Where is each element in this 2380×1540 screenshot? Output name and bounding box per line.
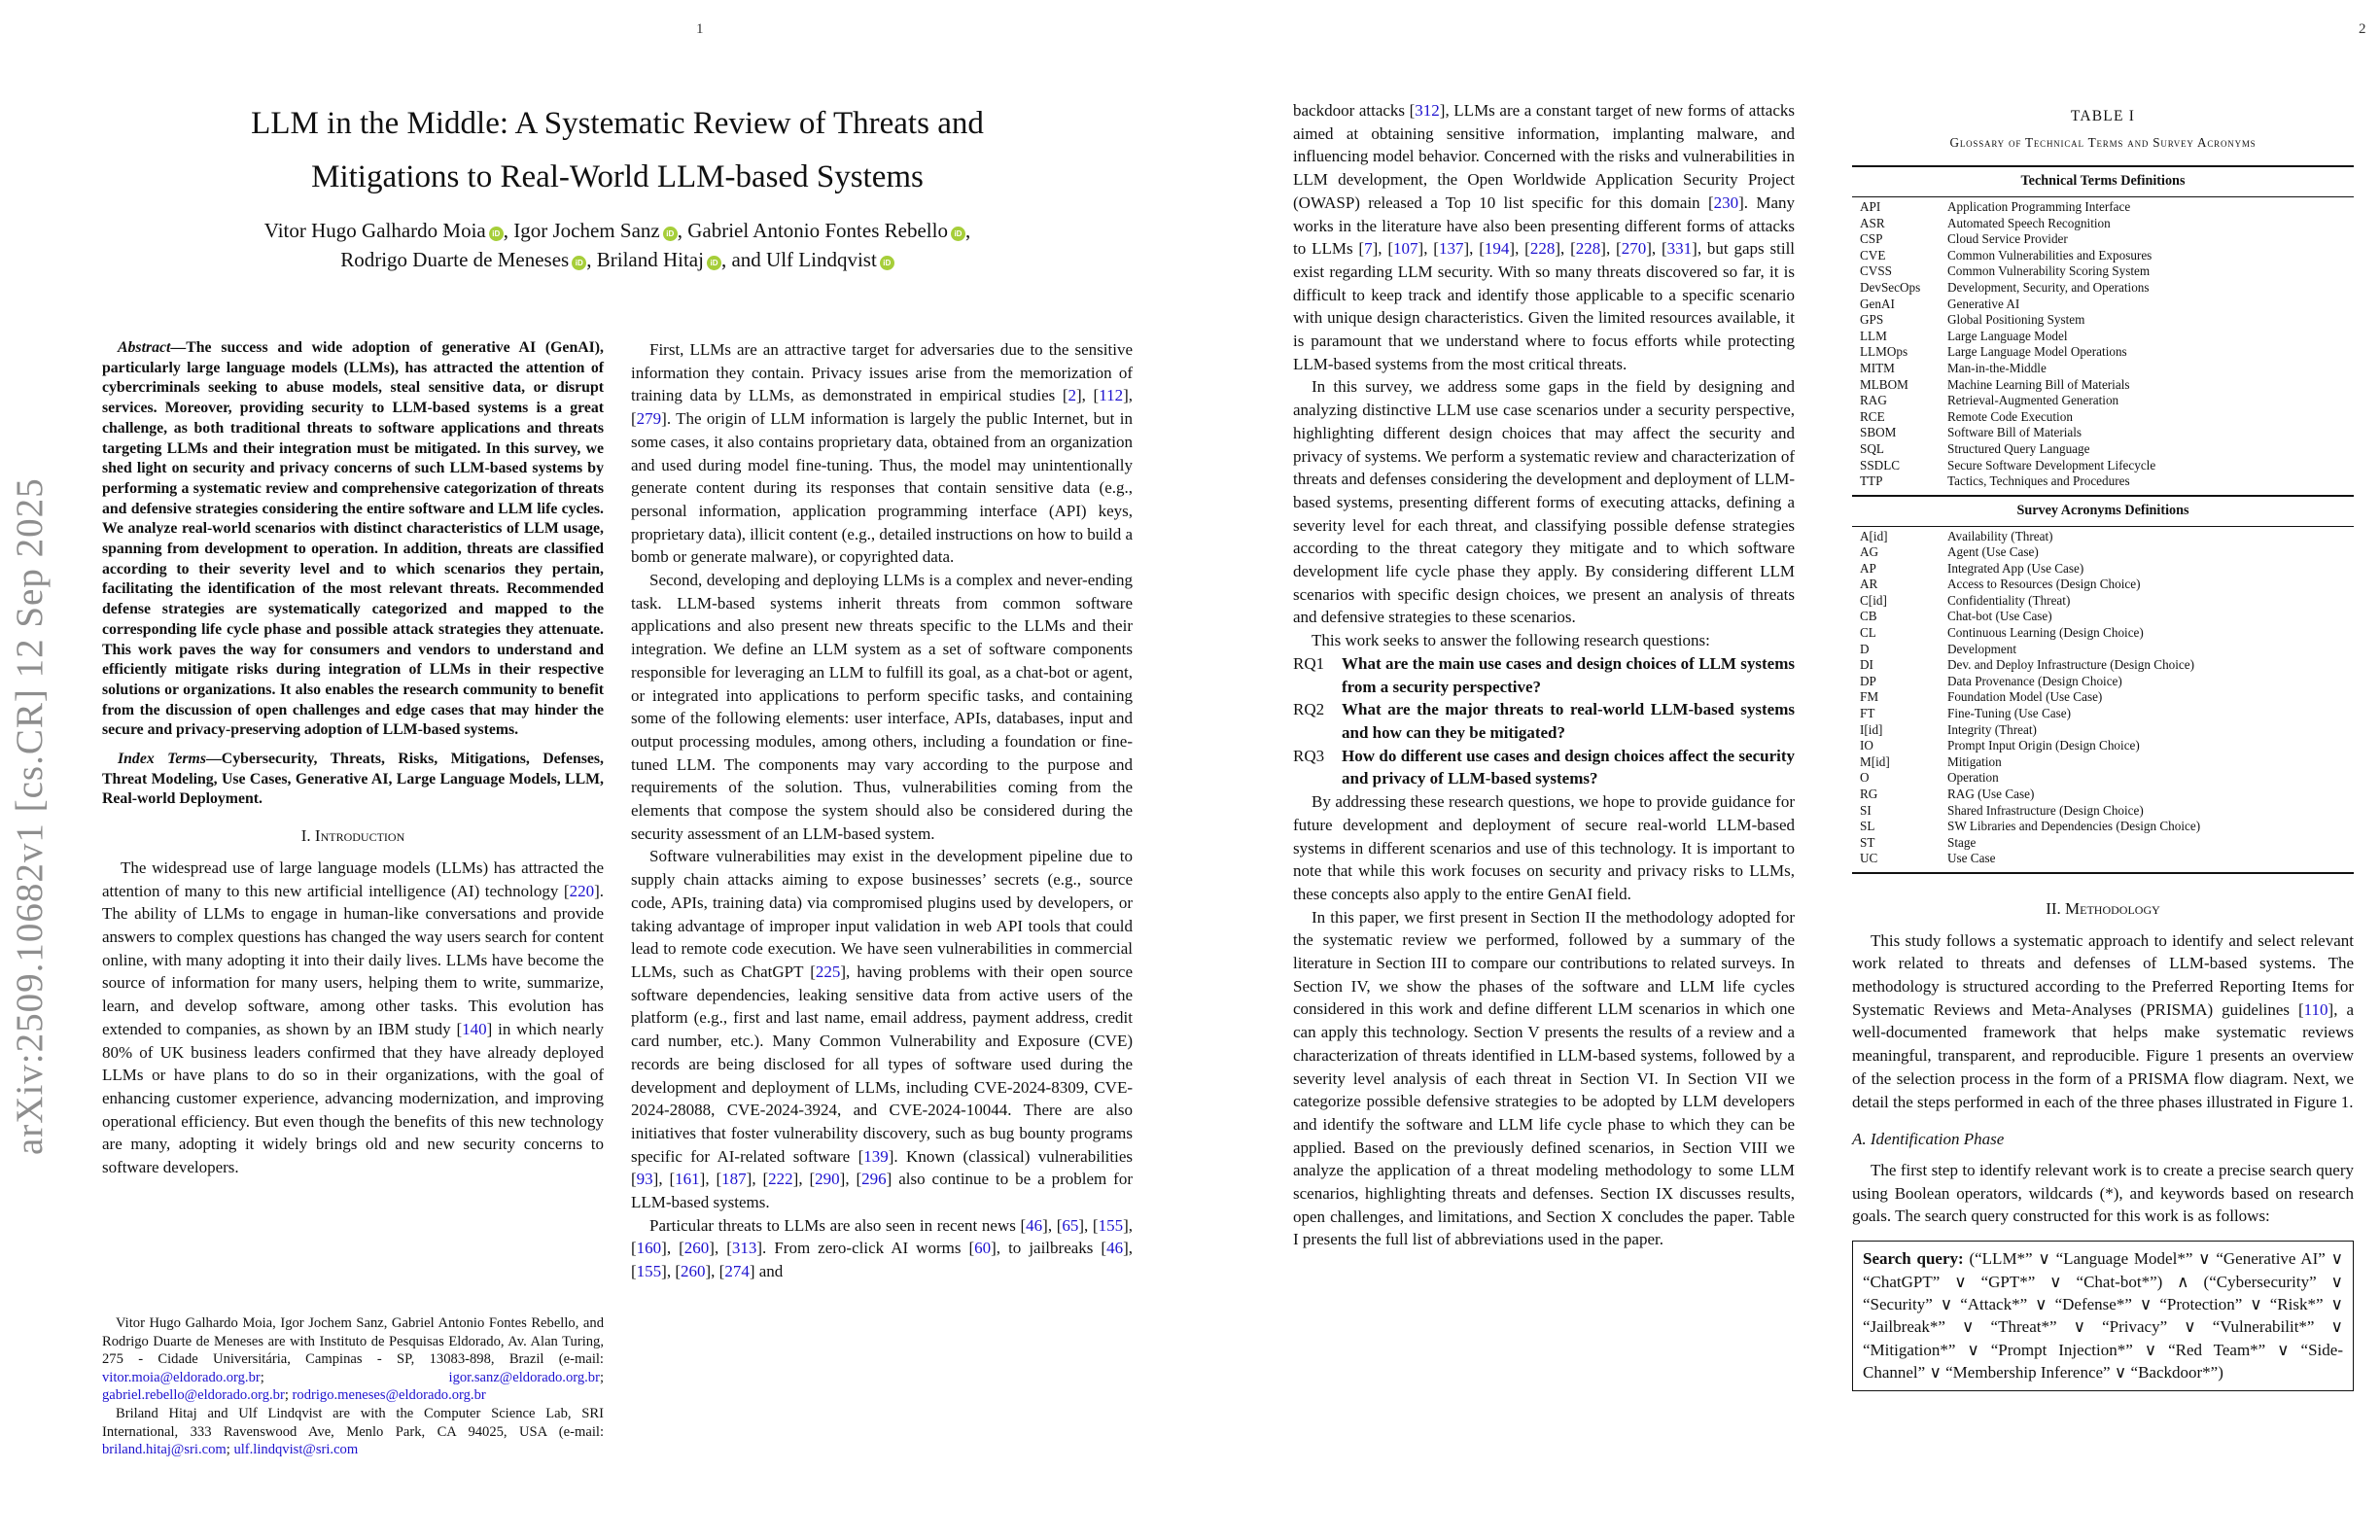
acronym: M[id] — [1860, 753, 1890, 769]
author-affiliations-footnote — [102, 1314, 604, 1459]
research-question-text: What are the main use cases and design choices of LLM systems from a security perspective? — [1342, 653, 1795, 696]
definition: Structured Query Language — [1947, 441, 2090, 457]
inline-link[interactable]: 93 — [636, 1170, 653, 1189]
definition: Foundation Model (Use Case) — [1947, 689, 2103, 705]
definition: Access to Resources (Design Choice) — [1947, 577, 2141, 592]
glossary-row — [1852, 425, 2354, 441]
authors-row-2 — [102, 245, 1133, 274]
inline-link[interactable]: 274 — [724, 1262, 750, 1281]
author-separator: , — [503, 219, 514, 242]
acronym: API — [1860, 199, 1881, 215]
inline-link[interactable]: 312 — [1415, 101, 1440, 120]
section-heading-introduction — [102, 824, 604, 848]
definition: Prompt Input Origin (Design Choice) — [1947, 738, 2140, 753]
methodology-paragraph: This study follows a systematic approach to identify and select relevant work related to threats and defenses of LLM-based systems. The methodology is structured according to the Preferred Reporting Items for Systematic Reviews and Meta-Analyses (PRISMA) guidelines [110], a well-documented framework that helps make systematic reviews meaningful, transparent, and reproducible. Figure 1 presents an overview of the selection process in the form of a PRISMA flow diagram. Next, we detail the steps performed in each of the three phases illustrated in Figure 1. — [1852, 930, 2354, 1111]
table-rule — [1852, 872, 2354, 874]
research-question — [1293, 698, 1795, 744]
definition: Application Programming Interface — [1947, 199, 2131, 215]
abstract — [102, 338, 604, 741]
inline-link[interactable]: ulf.lindqvist@sri.com — [233, 1442, 359, 1458]
acronym: SSDLC — [1860, 457, 1901, 472]
acronym: SQL — [1860, 441, 1884, 457]
author-name: Ulf Lindqvist — [766, 248, 877, 271]
definition: Retrieval-Augmented Generation — [1947, 393, 2119, 408]
glossary-row — [1852, 593, 2354, 610]
page-number-1: 1 — [696, 21, 704, 37]
glossary-row — [1852, 754, 2354, 771]
body-paragraph: In this survey, we address some gaps in the field by designing and analyzing distinctive LLM use case scenarios under a security perspective, highlighting different design choices that may affect the security and privacy of systems. We perform a systematic review and characterization of threats and defenses considering the development and deployment of LLM-based systems, presenting different forms of executing attacks, defining a severity level for each threat, and classifying possible defense strategies according to the threat category they mitigate and to which software development life cycle phase they apply. By considering different LLM scenarios with specific design choices, we present an analysis of threats and defensive strategies to these scenarios. — [1293, 377, 1795, 627]
glossary-row — [1852, 689, 2354, 706]
definition: Cloud Service Provider — [1947, 231, 2068, 247]
section-number: I. — [300, 826, 311, 846]
glossary-row — [1852, 851, 2354, 867]
definition: Continuous Learning (Design Choice) — [1947, 625, 2144, 641]
inline-link[interactable]: 187 — [721, 1170, 747, 1189]
definition: RAG (Use Case) — [1947, 787, 2035, 801]
author — [340, 248, 597, 271]
acronym: AP — [1860, 560, 1876, 576]
author-name: Rodrigo Duarte de Meneses — [340, 248, 570, 271]
inline-link[interactable]: 228 — [1529, 239, 1556, 259]
orcid-icon[interactable]: iD — [572, 256, 586, 270]
section-title: Methodology — [2065, 898, 2160, 918]
acronym: O — [1860, 770, 1870, 786]
glossary-row — [1852, 361, 2354, 377]
acronym: UC — [1860, 851, 1878, 866]
inline-link[interactable]: 160 — [636, 1239, 662, 1258]
acronym: FM — [1860, 689, 1879, 705]
research-question-list — [1293, 652, 1795, 790]
acronym: AR — [1860, 577, 1878, 592]
inline-link[interactable]: 139 — [863, 1146, 889, 1166]
acronym: RG — [1860, 787, 1878, 801]
definition: Data Provenance (Design Choice) — [1947, 673, 2122, 688]
research-question — [1293, 652, 1795, 698]
definition: Development — [1947, 641, 2017, 656]
body-paragraph: In this paper, we first present in Section II the methodology adopted for the systematic review we performed, followed by a summary of the literature in Section III to compare our contributions to related surveys. In Section IV, we show the phases of the software and LLM life cycles considered in this work and define different LLM scenarios in which one can apply this technology. Section V presents the results of a review and a characterization of threats identified in LLM-based systems, followed by a severity level analysis of each threat in Section VI. In Section VII we categorize possible defensive strategies to be adopted by LLM developers and identify the software and LLM life cycle phase to which they can be applied. Based on the previously defined scenarios, in Section VIII we analyze the application of a threat modeling methodology to some LLM scenarios, highlighting threats and defenses. Section IX discusses results, open challenges, and limitations, and Section X concludes the paper. Table I presents the full list of abbreviations used in the paper. — [1293, 907, 1795, 1249]
inline-link[interactable]: 260 — [683, 1239, 710, 1258]
inline-link[interactable]: 140 — [462, 1019, 487, 1038]
orcid-icon[interactable]: iD — [707, 256, 721, 270]
acronym: MLBOM — [1860, 376, 1908, 392]
acronym: I[id] — [1860, 721, 1883, 737]
glossary-row — [1852, 529, 2354, 545]
inline-link[interactable]: 313 — [731, 1239, 757, 1258]
acronym: SL — [1860, 819, 1875, 834]
inline-link[interactable]: 225 — [815, 962, 841, 981]
section-title: Introduction — [314, 826, 405, 846]
search-query-text: (“LLM*” ∨ “Language Model*” ∨ “Generative AI” ∨ “ChatGPT” ∨ “GPT*” ∨ “Chat-bot*”) ∧ (“Cybersecurity” ∨ “Security” ∨ “Attack*” ∨ “Defense*” ∨ “Protection” ∨ “Risk*” ∨ “Jailbreak*” ∨ “Threat*” ∨ “Privacy” ∨ “Vulnerabilit*” ∨ “Mitigation*” ∨ “Prompt Injection*” ∨ “Red Team*” ∨ “Side-Channel” ∨ “Membership Inference” ∨ “Backdoor*”) — [1863, 1249, 2344, 1382]
author — [264, 219, 513, 242]
page2-column2 — [1852, 99, 2354, 1391]
inline-link[interactable]: 279 — [636, 409, 662, 429]
inline-link[interactable]: 260 — [681, 1262, 706, 1281]
inline-link[interactable]: 2 — [1068, 386, 1077, 405]
page2-column1 — [1293, 99, 1795, 1251]
glossary-row — [1852, 577, 2354, 593]
inline-link[interactable]: 110 — [2303, 999, 2328, 1019]
research-question-label: RQ1 — [1293, 653, 1325, 673]
intro-paragraph: The widespread use of large language models (LLMs) has attracted the attention of many to this new artificial intelligence (AI) technology [220]. The ability of LLMs to engage in human-like conversations and provide answers to complex questions has changed the way users search for content online, with many adopting it into their daily lives. LLMs have become the source of information for many users, helping them to write, summarize, learn, and develop software, among other tasks. This evolution has extended to companies, as shown by an IBM study [140] in which nearly 80% of UK business leaders confirmed that they have already deployed LLMs or have plans to do so in their organizations, with the goal of enhancing customer experience, advancing modernization, and improving operational efficiency. But even though the benefits of this new technology are many, adopting it widely brings old and new security concerns to software developers. — [102, 858, 605, 1177]
page1-column2 — [631, 338, 1133, 1283]
subsection-heading-identification: A. Identification Phase — [1852, 1130, 2005, 1149]
title-line-2: Mitigations to Real-World LLM-based Systems — [311, 159, 924, 194]
glossary-table — [1852, 165, 2354, 874]
acronym: IO — [1860, 738, 1873, 753]
body-paragraph: First, LLMs are an attractive target for adversaries due to the sensitive information they contain. Privacy issues arise from the memorization of training data by LLMs, as demonstrated in empirical studies [2], [112], [279]. The origin of LLM information is largely the public Internet, but in some cases, it also contains proprietary data, obtained from an organization and used during model fine-tuning. Thus, the model may unintentionally generate content during its responses that contain sensitive data (e.g., personal information, application programming interface (API) keys, proprietary data), illicit content (e.g., detailed instructions on how to build a bomb or generate malware), or copyrighted data. — [631, 340, 1134, 567]
inline-link[interactable]: gabriel.rebello@eldorado.org.br — [102, 1387, 285, 1404]
arxiv-watermark: arXiv:2509.10682v1 [cs.CR] 12 Sep 2025 — [9, 477, 51, 1155]
research-question-label: RQ2 — [1293, 700, 1325, 719]
index-terms-label: Index Terms — [118, 751, 206, 768]
definition: Secure Software Development Lifecycle — [1947, 457, 2156, 472]
research-question-text: What are the major threats to real-world LLM-based systems and how can they be mitigated? — [1342, 700, 1795, 742]
table1-subcaption: Glossary of Technical Terms and Survey Acronyms — [1949, 134, 2257, 150]
author-name: Igor Jochem Sanz — [513, 219, 660, 242]
orcid-icon[interactable]: iD — [880, 256, 894, 270]
author-separator: , — [586, 248, 597, 271]
acronym: FT — [1860, 706, 1875, 721]
acronym: GenAI — [1860, 296, 1895, 311]
acronym: RAG — [1860, 393, 1887, 408]
acronym: TTP — [1860, 473, 1883, 489]
inline-link[interactable]: 290 — [815, 1170, 840, 1189]
section-number: II. — [2046, 898, 2061, 918]
body-paragraph: backdoor attacks [312], LLMs are a constant target of new forms of attacks aimed at obtaining sensitive information, implanting malware, and influencing model behavior. Concerned with the risks and vulnerabilities in LLM development, the Open Worldwide Application Security Project (OWASP) released a Top 10 list specific for this domain [230]. Many works in the literature have also been presenting different forms of attacks to LLMs [7], [107], [137], [194], [228], [228], [270], [331], but gaps still exist regarding LLM security. With so many threats discovered so far, it is difficult to keep track and identify those applicable to a specific scenario with unique design characteristics. Given the limited resources available, it is paramount that we understand where to focus efforts while protecting LLM-based systems from the most critical threats. — [1293, 101, 1796, 373]
definition: Operation — [1947, 770, 1999, 786]
glossary-row — [1852, 329, 2354, 345]
glossary-row — [1852, 544, 2354, 561]
definition: Man-in-the-Middle — [1947, 361, 2047, 376]
glossary-row — [1852, 231, 2354, 248]
inline-link[interactable]: 331 — [1666, 239, 1693, 259]
search-query-box — [1852, 1241, 2354, 1390]
inline-link[interactable]: 270 — [1621, 239, 1647, 259]
definition: Agent (Use Case) — [1947, 544, 2039, 560]
inline-link[interactable]: 137 — [1438, 239, 1464, 259]
glossary-row — [1852, 248, 2354, 264]
acronym: DevSecOps — [1860, 280, 1921, 296]
orcid-icon[interactable]: iD — [951, 227, 965, 241]
definition: Machine Learning Bill of Materials — [1947, 376, 2130, 392]
glossary-row — [1852, 458, 2354, 474]
author-name: Gabriel Antonio Fontes Rebello — [687, 219, 948, 242]
inline-link[interactable]: 222 — [768, 1170, 793, 1189]
glossary-row — [1852, 835, 2354, 852]
identification-paragraph: The first step to identify relevant work is to create a precise search query using Boolean operators, wildcards (*), and keywords based on research goals. The search query constructed for this work is as follows: — [1852, 1161, 2354, 1226]
glossary-row — [1852, 625, 2354, 642]
body-paragraph: Second, developing and deploying LLMs is a complex and never-ending task. LLM-based systems inherit threats from common software applications and also present new threats specific to the LLMs and their integration. We define an LLM system as a set of software components responsible for leveraging an LLM to fulfill its goal, as a chat-bot or agent, or integrated into applications to perform specific tasks, and containing some of the following elements: user interface, APIs, databases, input and output processing modules, among others, including a foundation or fine-tuned LLM. The components may vary according to the purpose and requirements of the solution. Thus, vulnerabilities coming from the elements that compose the system should also be considered during the security assessment of an LLM-based system. — [631, 571, 1133, 843]
inline-link[interactable]: 161 — [675, 1170, 700, 1189]
inline-link[interactable]: 112 — [1099, 386, 1124, 405]
glossary-row — [1852, 199, 2354, 216]
acronym: CSP — [1860, 231, 1883, 247]
page1-column1 — [102, 338, 604, 1179]
research-question-label: RQ3 — [1293, 746, 1325, 765]
acronym: ST — [1860, 834, 1875, 850]
inline-link[interactable]: 194 — [1484, 239, 1510, 259]
inline-link[interactable]: rodrigo.meneses@eldorado.org.br — [292, 1387, 486, 1404]
abstract-label: Abstract — [118, 339, 171, 356]
definition: Confidentiality (Threat) — [1947, 592, 2071, 608]
inline-link[interactable]: vitor.moia@eldorado.org.br — [102, 1369, 261, 1385]
glossary-row — [1852, 441, 2354, 458]
footnote-affiliation-2: Briland Hitaj and Ulf Lindqvist are with the Computer Science Lab, SRI International, 333 Ravenswood Ave, Menlo Park, CA 94025, USA (e-mail: briland.hitaj@sri.com; ulf.lindqvist@sri.com — [102, 1405, 604, 1458]
acronym: RCE — [1860, 408, 1885, 424]
acronym: CL — [1860, 625, 1876, 641]
research-question-text: How do different use cases and design choices affect the security and privacy of LLM-based systems? — [1342, 746, 1795, 788]
acronym: CVSS — [1860, 263, 1892, 279]
acronym: D — [1860, 641, 1870, 656]
acronym: AG — [1860, 544, 1879, 560]
inline-link[interactable]: 155 — [1098, 1215, 1124, 1235]
author-separator: , — [677, 219, 688, 242]
research-question — [1293, 745, 1795, 790]
acronym: MITM — [1860, 361, 1895, 376]
acronym: DI — [1860, 657, 1873, 673]
glossary-row — [1852, 473, 2354, 490]
inline-link[interactable]: 107 — [1393, 239, 1418, 259]
definition: Common Vulnerability Scoring System — [1947, 263, 2151, 279]
definition: Automated Speech Recognition — [1947, 215, 2111, 230]
inline-link[interactable]: 155 — [636, 1262, 662, 1281]
survey-acronyms-rows — [1852, 527, 2354, 872]
glossary-row — [1852, 770, 2354, 787]
table-section-header: Survey Acronyms Definitions — [2016, 502, 2189, 518]
definition: Integrated App (Use Case) — [1947, 560, 2084, 576]
definition: Dev. and Deploy Infrastructure (Design Choice) — [1947, 657, 2195, 673]
body-paragraph: Particular threats to LLMs are also seen in recent news [46], [65], [155], [160], [260], [313]. From zero-click AI worms [60], to jailbreaks [46], [155], [260], [274] and — [631, 1215, 1134, 1281]
inline-link[interactable]: 230 — [1713, 192, 1739, 212]
acronym: SI — [1860, 802, 1872, 818]
glossary-row — [1852, 738, 2354, 754]
index-terms — [102, 750, 604, 810]
glossary-row — [1852, 312, 2354, 329]
definition: Stage — [1947, 834, 1977, 850]
authors-row-1 — [102, 216, 1133, 245]
inline-link[interactable]: 228 — [1575, 239, 1601, 259]
glossary-row — [1852, 344, 2354, 361]
acronym: LLM — [1860, 328, 1887, 343]
definition: Integrity (Threat) — [1947, 721, 2037, 737]
author — [513, 219, 687, 242]
glossary-row — [1852, 819, 2354, 835]
definition: Tactics, Techniques and Procedures — [1947, 473, 2130, 489]
author-separator: , and — [720, 248, 767, 271]
search-query-label: Search query: — [1863, 1249, 1964, 1269]
definition: Software Bill of Materials — [1947, 425, 2082, 440]
inline-link[interactable]: 60 — [974, 1239, 992, 1258]
glossary-row — [1852, 377, 2354, 394]
author-list — [102, 216, 1133, 274]
glossary-row — [1852, 393, 2354, 409]
inline-link[interactable]: 46 — [1026, 1215, 1043, 1235]
inline-link[interactable]: 7 — [1364, 239, 1373, 259]
author-separator: , — [964, 219, 971, 242]
author-name: Briland Hitaj — [596, 248, 704, 271]
glossary-row — [1852, 722, 2354, 739]
definition: Generative AI — [1947, 296, 2020, 311]
title-line-1: LLM in the Middle: A Systematic Review of Threats and — [251, 106, 984, 141]
glossary-row — [1852, 657, 2354, 674]
acronym: C[id] — [1860, 592, 1887, 608]
acronym: LLMOps — [1860, 344, 1908, 360]
acronym: GPS — [1860, 312, 1884, 328]
definition: Large Language Model Operations — [1947, 344, 2127, 360]
author — [597, 248, 766, 271]
glossary-row — [1852, 561, 2354, 578]
acronym: CVE — [1860, 247, 1886, 262]
orcid-icon[interactable]: iD — [489, 227, 504, 241]
inline-link[interactable]: briland.hitaj@sri.com — [102, 1442, 227, 1458]
paper-title — [102, 97, 1133, 204]
inline-link[interactable]: 65 — [1062, 1215, 1079, 1235]
definition: Remote Code Execution — [1947, 408, 2073, 424]
author — [687, 219, 970, 242]
body-paragraph: By addressing these research questions, we hope to provide guidance for future development and deployment of secure real-world LLM-based systems in different scenarios and use of this technology. It is important to note that while this work focuses on security and privacy risks to LLMs, these concepts also apply to the entire GenAI field. — [1293, 792, 1795, 903]
inline-link[interactable]: 296 — [861, 1170, 887, 1189]
definition: Global Positioning System — [1947, 312, 2085, 328]
definition: Mitigation — [1947, 753, 2002, 769]
research-questions-intro: This work seeks to answer the following research questions: — [1312, 631, 1710, 650]
acronym: SBOM — [1860, 425, 1897, 440]
inline-link[interactable]: 46 — [1106, 1239, 1124, 1258]
glossary-row — [1852, 280, 2354, 297]
definition: Chat-bot (Use Case) — [1947, 609, 2052, 624]
glossary-row — [1852, 706, 2354, 722]
author — [766, 248, 894, 271]
page-number-2: 2 — [2359, 21, 2366, 37]
table-section-header: Technical Terms Definitions — [2020, 173, 2186, 190]
definition: Common Vulnerabilities and Exposures — [1947, 247, 2152, 262]
glossary-row — [1852, 787, 2354, 803]
glossary-row — [1852, 609, 2354, 625]
footnote-affiliation-1: Vitor Hugo Galhardo Moia, Igor Jochem Sanz, Gabriel Antonio Fontes Rebello, and Rodrigo Duarte de Meneses are with Instituto de Pesquisas Eldorado, Av. Alan Turing, 275 - Cidade Universitária, Campinas - SP, 13083-898, Brazil (e-mail: vitor.moia@eldorado.org.br; igor.sanz@eldorado.org.br; gabriel.rebello@eldorado.org.br; rodrigo.meneses@eldorado.org.br — [102, 1315, 604, 1404]
acronym: CB — [1860, 609, 1877, 624]
acronym: DP — [1860, 673, 1876, 688]
definition: Fine-Tuning (Use Case) — [1947, 706, 2071, 721]
inline-link[interactable]: 220 — [569, 881, 595, 900]
orcid-icon[interactable]: iD — [663, 227, 678, 241]
table1-caption: TABLE I — [2070, 108, 2136, 124]
definition: Use Case — [1947, 851, 1996, 866]
definition: Availability (Threat) — [1947, 528, 2053, 543]
index-terms-text: —Cybersecurity, Threats, Risks, Mitigations, Defenses, Threat Modeling, Use Cases, Generative AI, Large Language Models, LLM, Real-world Deployment. — [102, 751, 604, 808]
technical-terms-rows — [1852, 197, 2354, 495]
glossary-row — [1852, 642, 2354, 658]
definition: Large Language Model — [1947, 328, 2068, 343]
glossary-row — [1852, 297, 2354, 313]
acronym: A[id] — [1860, 528, 1888, 543]
inline-link[interactable]: igor.sanz@eldorado.org.br — [448, 1369, 600, 1385]
abstract-text: —The success and wide adoption of generative AI (GenAI), particularly large language models (LLMs), has attracted the attention of cybercriminals seeking to abuse models, steal sensitive data, or disrupt services. Moreover, providing security to LLM-based systems is a great challenge, as both traditional threats to software applications and threats targeting LLMs and their integration must be mitigated. In this survey, we shed light on security and privacy concerns of such LLM-based systems by performing a systematic review and comprehensive categorization of threats and defensive strategies considering the entire software and LLM life cycles. We analyze real-world scenarios with distinct characteristics of LLM usage, spanning from development to operation. In addition, threats are classified according to their severity level and to which scenarios they pertain, facilitating the identification of the most relevant threats. Recommended defense strategies are systematically categorized and mapped to the corresponding life cycle phase and possible attack strategies they attenuate. This work paves the way for consumers and vendors to understand and efficiently mitigate risks during integration of LLMs in their respective solutions or organizations. It also enables the research community to benefit from the discussion of open challenges and edge cases that may hinder the secure and privacy-preserving adoption of LLM-based systems. — [102, 339, 604, 739]
body-paragraph: Software vulnerabilities may exist in the development pipeline due to supply chain attacks aiming to expose businesses’ secrets (e.g., source code, APIs, training data) via compromised plugins used by developers, or taking advantage of improper input validation in web API tools that could lead to remote code execution. We have seen vulnerabilities in commercial LLMs, such as ChatGPT [225], having problems with their open source software dependencies, leaking sensitive data from active users of the platform (e.g., first and last name, email address, payment address, credit card number, etc.). Many Common Vulnerability and Exposure (CVE) records are being disclosed for all types of software used during the development and deployment of LLMs, including CVE-2024-8309, CVE-2024-28088, CVE-2024-3924, and CVE-2024-10044. There are also initiatives that foster vulnerability discovery, such as bug bounty programs specific for AI-related software [139]. Known (classical) vulnerabilities [93], [161], [187], [222], [290], [296] also continue to be a problem for LLM-based systems. — [631, 847, 1133, 1212]
glossary-row — [1852, 674, 2354, 690]
glossary-row — [1852, 803, 2354, 820]
definition: Development, Security, and Operations — [1947, 280, 2150, 296]
glossary-row — [1852, 409, 2354, 426]
glossary-row — [1852, 216, 2354, 232]
definition: SW Libraries and Dependencies (Design Choice) — [1947, 819, 2201, 834]
author-name: Vitor Hugo Galhardo Moia — [263, 219, 486, 242]
acronym: ASR — [1860, 215, 1885, 230]
definition: Shared Infrastructure (Design Choice) — [1947, 802, 2144, 818]
section-heading-methodology — [1852, 897, 2354, 921]
glossary-row — [1852, 263, 2354, 280]
